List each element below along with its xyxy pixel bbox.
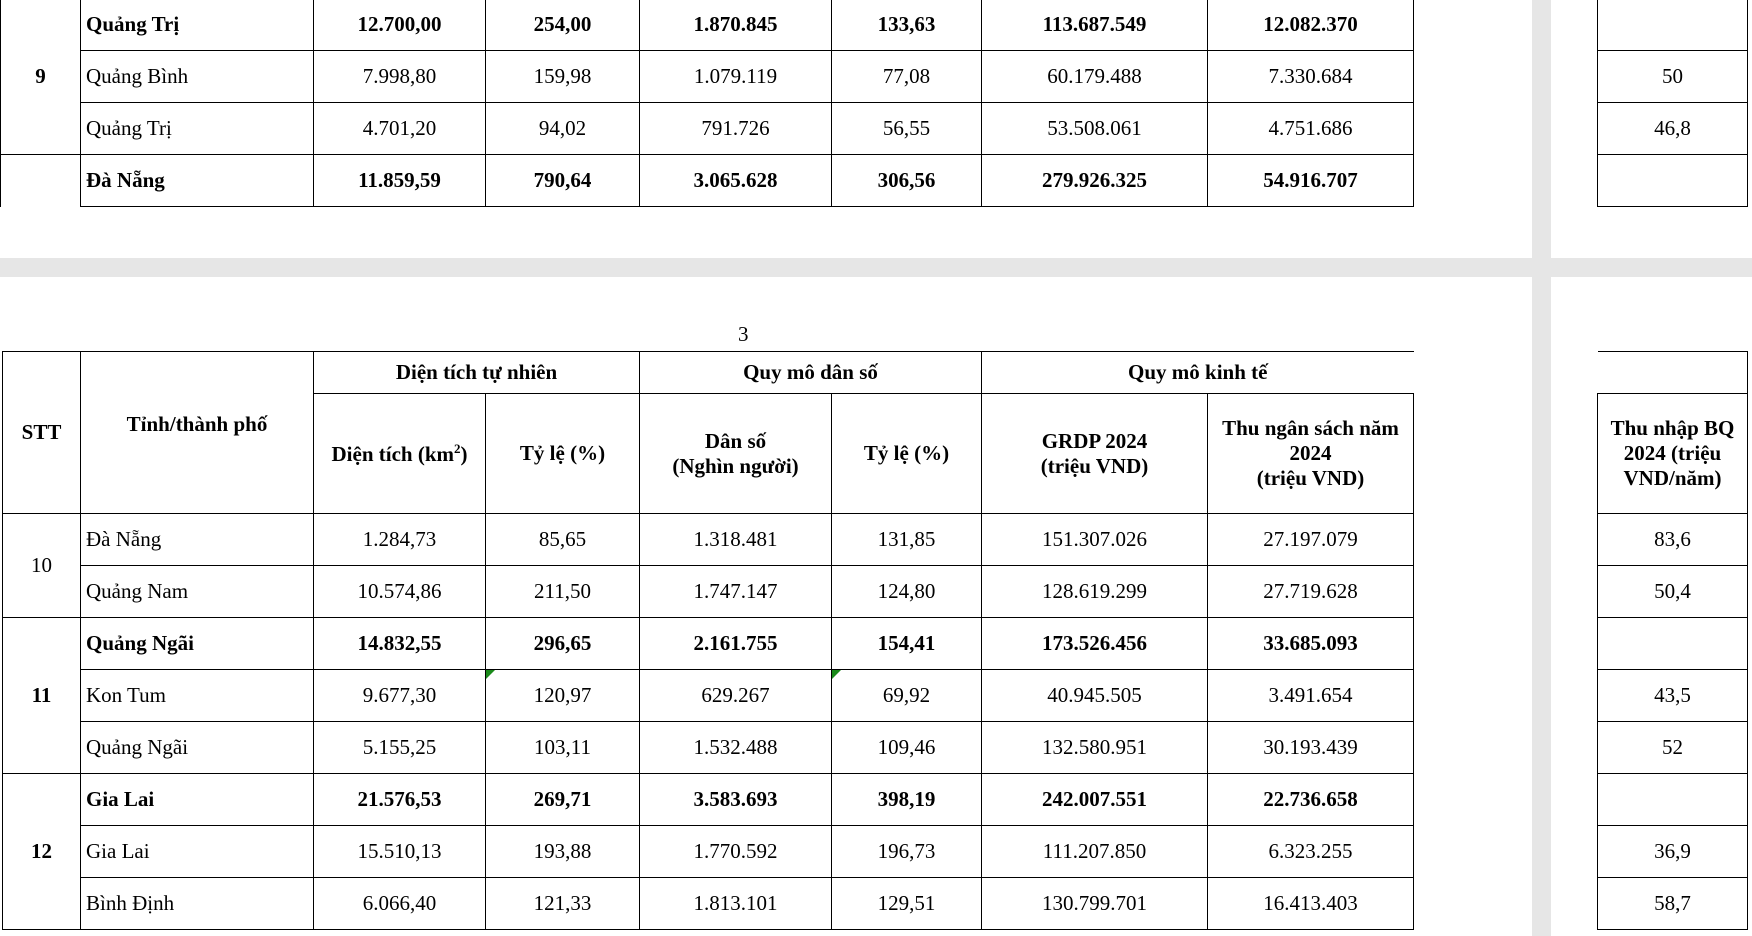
pop-ratio-cell: 196,73 — [832, 826, 982, 878]
grdp-cell: 111.207.850 — [982, 826, 1208, 878]
area-header-text: Diện tích (km — [331, 441, 454, 466]
area-cell: 12.700,00 — [314, 0, 486, 51]
area-cell: 4.701,20 — [314, 103, 486, 155]
area-cell: 6.066,40 — [314, 878, 486, 930]
budget-cell: 7.330.684 — [1208, 51, 1414, 103]
grdp-cell: 130.799.701 — [982, 878, 1208, 930]
province-cell: Gia Lai — [81, 774, 314, 826]
table-row — [3, 514, 1414, 566]
pop-ratio-cell: 306,56 — [832, 155, 982, 207]
budget-header-line1: Thu ngân sách năm — [1222, 416, 1399, 440]
table-row — [1, 155, 1414, 207]
budget-cell: 16.413.403 — [1208, 878, 1414, 930]
area-ratio-header: Tỷ lệ (%) — [486, 394, 640, 514]
province-cell: Quảng Ngãi — [81, 722, 314, 774]
table-row — [1598, 878, 1748, 930]
table-row — [1598, 155, 1748, 207]
pop-cell: 3.583.693 — [640, 774, 832, 826]
income-header-line2: 2024 (triệu — [1623, 441, 1722, 465]
page-number: 3 — [738, 322, 749, 346]
table-row — [3, 566, 1414, 618]
area-ratio-cell: 193,88 — [486, 826, 640, 878]
stt-cell — [1, 155, 81, 207]
budget-cell: 27.719.628 — [1208, 566, 1414, 618]
budget-header-line3: (triệu VND) — [1256, 466, 1365, 490]
table-row — [1598, 566, 1748, 618]
pop-cell: 1.870.845 — [640, 0, 832, 51]
pop-cell: 791.726 — [640, 103, 832, 155]
area-ratio-cell: 254,00 — [486, 0, 640, 51]
pop-group-header: Quy mô dân số — [640, 352, 982, 394]
budget-header-line2: 2024 — [1289, 441, 1332, 465]
budget-cell: 27.197.079 — [1208, 514, 1414, 566]
page-top-right — [1551, 0, 1752, 258]
area-cell: 10.574,86 — [314, 566, 486, 618]
pop-cell: 1.079.119 — [640, 51, 832, 103]
table-row — [1598, 51, 1748, 103]
pop-ratio-cell: 398,19 — [832, 774, 982, 826]
grdp-cell: 53.508.061 — [982, 103, 1208, 155]
table-row — [1598, 514, 1748, 566]
income-table-continued — [1597, 0, 1748, 207]
budget-cell: 4.751.686 — [1208, 103, 1414, 155]
income-cell — [1598, 774, 1748, 826]
table-row — [1, 51, 1414, 103]
pop-cell: 1.770.592 — [640, 826, 832, 878]
area-cell: 14.832,55 — [314, 618, 486, 670]
pop-cell: 3.065.628 — [640, 155, 832, 207]
grdp-cell: 173.526.456 — [982, 618, 1208, 670]
area-cell: 21.576,53 — [314, 774, 486, 826]
page-bottom-left — [0, 277, 1532, 936]
area-ratio-cell: 269,71 — [486, 774, 640, 826]
grdp-cell: 151.307.026 — [982, 514, 1208, 566]
province-cell: Bình Định — [81, 878, 314, 930]
province-cell: Đà Nẵng — [81, 514, 314, 566]
income-cell: 46,8 — [1598, 103, 1748, 155]
grdp-cell: 132.580.951 — [982, 722, 1208, 774]
area-ratio-cell: 790,64 — [486, 155, 640, 207]
budget-cell: 30.193.439 — [1208, 722, 1414, 774]
income-header-line1: Thu nhập BQ — [1610, 416, 1735, 440]
income-group-header — [1598, 352, 1748, 394]
data-table-continued — [0, 0, 1414, 207]
income-header — [1598, 394, 1748, 514]
pop-header-line1: Dân số — [704, 428, 767, 453]
area-ratio-cell: 296,65 — [486, 618, 640, 670]
pop-ratio-cell: 77,08 — [832, 51, 982, 103]
area-cell: 15.510,13 — [314, 826, 486, 878]
area-ratio-cell: 120,97 — [486, 670, 640, 722]
province-cell: Kon Tum — [81, 670, 314, 722]
grdp-header-line2: (triệu VND) — [1040, 453, 1149, 478]
income-cell: 58,7 — [1598, 878, 1748, 930]
income-cell — [1598, 155, 1748, 207]
area-header-close: ) — [460, 441, 468, 466]
area-cell: 5.155,25 — [314, 722, 486, 774]
budget-header — [1208, 394, 1414, 514]
province-cell: Quảng Nam — [81, 566, 314, 618]
table-row — [3, 722, 1414, 774]
pop-cell: 2.161.755 — [640, 618, 832, 670]
income-cell: 50 — [1598, 51, 1748, 103]
header-row — [1598, 352, 1748, 394]
income-cell — [1598, 618, 1748, 670]
grdp-cell: 279.926.325 — [982, 155, 1208, 207]
province-header: Tỉnh/thành phố — [81, 352, 314, 514]
grdp-cell: 40.945.505 — [982, 670, 1208, 722]
budget-cell: 3.491.654 — [1208, 670, 1414, 722]
econ-group-header: Quy mô kinh tế — [982, 352, 1414, 394]
area-cell: 9.677,30 — [314, 670, 486, 722]
table-row — [1598, 0, 1748, 51]
pop-ratio-cell: 69,92 — [832, 670, 982, 722]
header-row — [1598, 394, 1748, 514]
income-cell: 52 — [1598, 722, 1748, 774]
pop-header-line2: (Nghìn người) — [672, 453, 799, 478]
area-header — [314, 394, 486, 514]
budget-cell: 12.082.370 — [1208, 0, 1414, 51]
grdp-cell: 128.619.299 — [982, 566, 1208, 618]
area-group-header: Diện tích tự nhiên — [314, 352, 640, 394]
table-row — [3, 774, 1414, 826]
area-cell: 11.859,59 — [314, 155, 486, 207]
pop-ratio-cell: 133,63 — [832, 0, 982, 51]
province-cell: Đà Nẵng — [81, 155, 314, 207]
pop-ratio-cell: 56,55 — [832, 103, 982, 155]
pop-ratio-header: Tỷ lệ (%) — [832, 394, 982, 514]
pop-cell: 1.813.101 — [640, 878, 832, 930]
income-cell: 50,4 — [1598, 566, 1748, 618]
pop-ratio-cell: 124,80 — [832, 566, 982, 618]
table-row — [1, 0, 1414, 51]
stt-cell: 12 — [3, 774, 81, 930]
data-table — [2, 351, 1414, 930]
pop-cell: 1.747.147 — [640, 566, 832, 618]
area-ratio-cell: 121,33 — [486, 878, 640, 930]
area-ratio-cell: 159,98 — [486, 51, 640, 103]
province-cell: Quảng Bình — [81, 51, 314, 103]
province-cell: Quảng Trị — [81, 0, 314, 51]
province-cell: Quảng Trị — [81, 103, 314, 155]
page-bottom-right — [1551, 277, 1752, 936]
stt-cell: 11 — [3, 618, 81, 774]
income-cell: 43,5 — [1598, 670, 1748, 722]
table-row — [1598, 103, 1748, 155]
grdp-cell: 60.179.488 — [982, 51, 1208, 103]
area-ratio-cell: 94,02 — [486, 103, 640, 155]
pop-ratio-cell: 109,46 — [832, 722, 982, 774]
pop-cell: 1.532.488 — [640, 722, 832, 774]
budget-cell: 33.685.093 — [1208, 618, 1414, 670]
table-row — [3, 826, 1414, 878]
income-table — [1597, 351, 1748, 930]
stt-cell: 10 — [3, 514, 81, 618]
budget-cell: 54.916.707 — [1208, 155, 1414, 207]
area-ratio-cell: 103,11 — [486, 722, 640, 774]
area-header-sup: 2 — [454, 440, 461, 456]
header-row — [3, 352, 1414, 394]
grdp-cell: 113.687.549 — [982, 0, 1208, 51]
grdp-header — [982, 394, 1208, 514]
pop-ratio-cell: 129,51 — [832, 878, 982, 930]
table-row — [3, 618, 1414, 670]
table-row — [3, 670, 1414, 722]
page-top-left — [0, 0, 1532, 258]
income-header-line3: VND/năm) — [1623, 466, 1722, 490]
pop-cell: 1.318.481 — [640, 514, 832, 566]
grdp-header-line1: GRDP 2024 — [1041, 428, 1148, 453]
pop-cell: 629.267 — [640, 670, 832, 722]
area-cell: 7.998,80 — [314, 51, 486, 103]
stt-header: STT — [3, 352, 81, 514]
pop-ratio-cell: 131,85 — [832, 514, 982, 566]
table-row — [1598, 670, 1748, 722]
table-row — [3, 878, 1414, 930]
province-cell: Gia Lai — [81, 826, 314, 878]
area-cell: 1.284,73 — [314, 514, 486, 566]
pop-ratio-cell: 154,41 — [832, 618, 982, 670]
table-row — [1598, 826, 1748, 878]
province-cell: Quảng Ngãi — [81, 618, 314, 670]
income-cell: 36,9 — [1598, 826, 1748, 878]
table-row — [1, 103, 1414, 155]
budget-cell: 6.323.255 — [1208, 826, 1414, 878]
income-cell: 83,6 — [1598, 514, 1748, 566]
grdp-cell: 242.007.551 — [982, 774, 1208, 826]
area-ratio-cell: 211,50 — [486, 566, 640, 618]
area-ratio-cell: 85,65 — [486, 514, 640, 566]
pop-header — [640, 394, 832, 514]
table-row — [1598, 722, 1748, 774]
income-cell — [1598, 0, 1748, 51]
table-row — [1598, 618, 1748, 670]
budget-cell: 22.736.658 — [1208, 774, 1414, 826]
table-row — [1598, 774, 1748, 826]
stt-cell: 9 — [1, 0, 81, 155]
